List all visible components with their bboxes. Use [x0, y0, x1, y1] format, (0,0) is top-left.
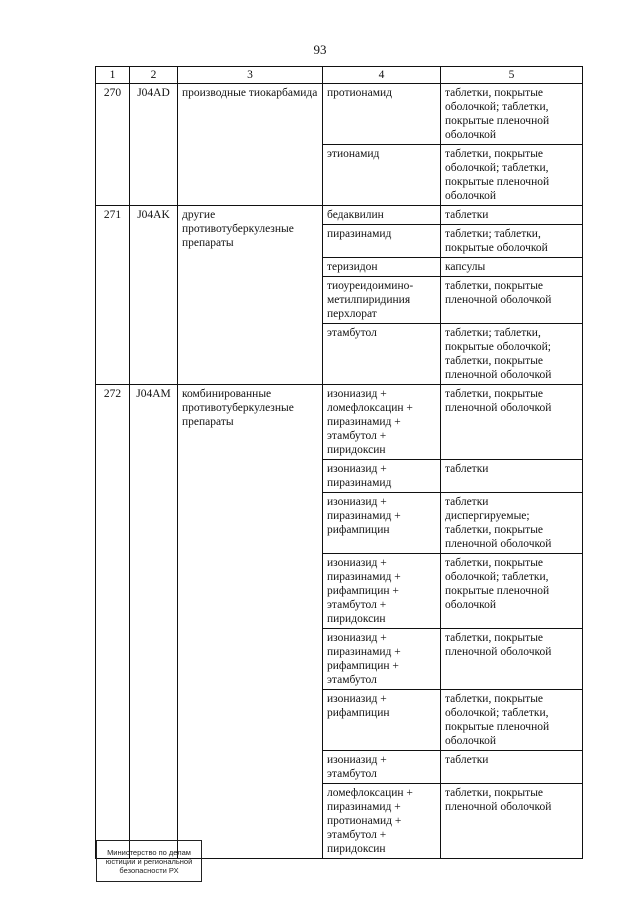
dosage-form: таблетки, покрытые пленочной оболочкой	[441, 277, 583, 324]
substance-name: тиоуреидоимино- метилпиридиния перхлорат	[323, 277, 441, 324]
dosage-form: таблетки, покрытые оболочкой; таблетки, покрытые пленочной оболочкой	[441, 84, 583, 145]
dosage-form: таблетки; таблетки, покрытые оболочкой; таблетки, покрытые пленочной оболочкой	[441, 324, 583, 385]
atc-code: J04AM	[130, 385, 178, 859]
table-row	[96, 385, 583, 460]
atc-code: J04AD	[130, 84, 178, 206]
dosage-form: таблетки диспергируемые; таблетки, покрытые пленочной оболочкой	[441, 493, 583, 554]
medicines-table	[95, 66, 583, 859]
dosage-form: таблетки	[441, 751, 583, 784]
substance-name: этамбутол	[323, 324, 441, 385]
substance-name: бедаквилин	[323, 206, 441, 225]
column-header: 5	[441, 67, 583, 84]
substance-name: изониазид + ломефлоксацин + пиразинамид + этамбутол + пиридоксин	[323, 385, 441, 460]
substance-name: протионамид	[323, 84, 441, 145]
dosage-form: таблетки, покрытые оболочкой; таблетки, покрытые пленочной оболочкой	[441, 690, 583, 751]
dosage-form: таблетки; таблетки, покрытые оболочкой	[441, 225, 583, 258]
dosage-form: таблетки, покрытые пленочной оболочкой	[441, 629, 583, 690]
atc-code: J04AK	[130, 206, 178, 385]
group-name: комбинированные противотуберкулезные препараты	[178, 385, 323, 859]
dosage-form: таблетки	[441, 206, 583, 225]
dosage-form: таблетки, покрытые оболочкой; таблетки, покрытые пленочной оболочкой	[441, 145, 583, 206]
column-header: 1	[96, 67, 130, 84]
column-header: 3	[178, 67, 323, 84]
substance-name: изониазид + пиразинамид + рифампицин	[323, 493, 441, 554]
substance-name: изониазид + пиразинамид + рифампицин + этамбутол	[323, 629, 441, 690]
substance-name: изониазид + пиразинамид	[323, 460, 441, 493]
substance-name: изониазид + рифампицин	[323, 690, 441, 751]
group-name: производные тиокарбамида	[178, 84, 323, 206]
dosage-form: таблетки, покрытые оболочкой; таблетки, покрытые пленочной оболочкой	[441, 554, 583, 629]
substance-name: изониазид + этамбутол	[323, 751, 441, 784]
dosage-form: таблетки	[441, 460, 583, 493]
column-header: 2	[130, 67, 178, 84]
table-row	[96, 206, 583, 225]
registration-stamp	[96, 840, 202, 882]
substance-name: этионамид	[323, 145, 441, 206]
table-row	[96, 84, 583, 145]
dosage-form: капсулы	[441, 258, 583, 277]
substance-name: пиразинамид	[323, 225, 441, 258]
substance-name: теризидон	[323, 258, 441, 277]
dosage-form: таблетки, покрытые пленочной оболочкой	[441, 385, 583, 460]
dosage-form: таблетки, покрытые пленочной оболочкой	[441, 784, 583, 859]
stamp-line: безопасности РХ	[119, 865, 179, 875]
substance-name: изониазид + пиразинамид + рифампицин + этамбутол + пиридоксин	[323, 554, 441, 629]
group-name: другие противотуберкулезные препараты	[178, 206, 323, 385]
row-number: 272	[96, 385, 130, 859]
substance-name: ломефлоксацин + пиразинамид + протионамид + этамбутол + пиридоксин	[323, 784, 441, 859]
row-number: 270	[96, 84, 130, 206]
header-row	[96, 67, 583, 84]
column-header: 4	[323, 67, 441, 84]
row-number: 271	[96, 206, 130, 385]
page-number: 93	[313, 42, 327, 57]
table-body	[96, 84, 583, 859]
stamp-line: Министерство по делам	[107, 847, 191, 857]
stamp-line: юстиции и региональной	[105, 856, 193, 866]
